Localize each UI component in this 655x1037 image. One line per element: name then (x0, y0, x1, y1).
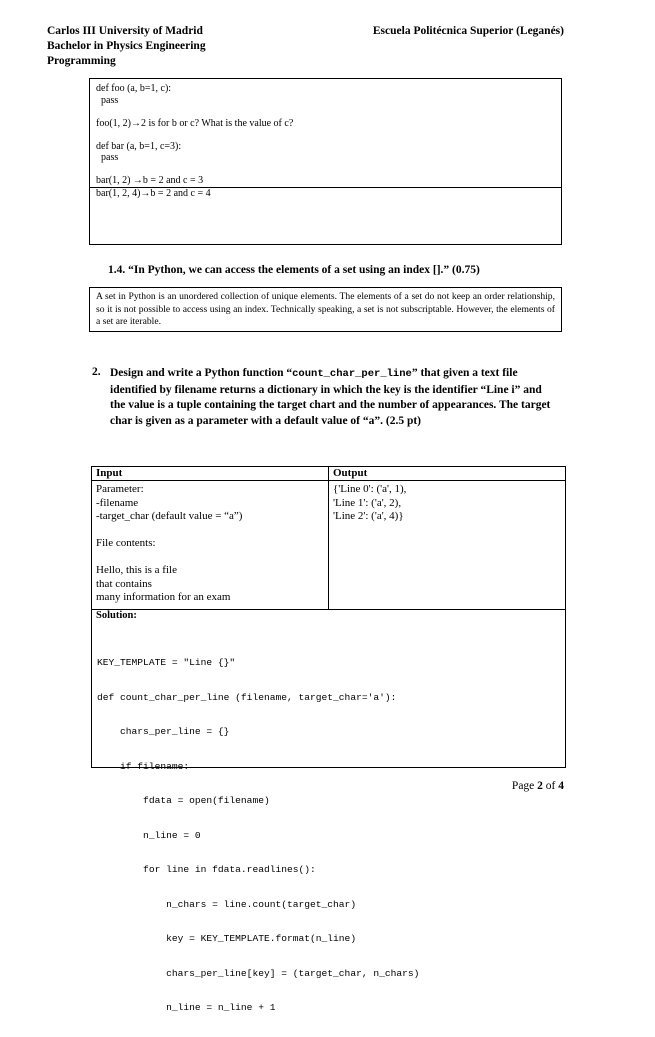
degree-name: Bachelor in Physics Engineering (47, 40, 206, 52)
code-line: key = KEY_TEMPLATE.format(n_line) (97, 933, 357, 944)
output-line: 'Line 2': ('a', 4)} (333, 510, 404, 522)
answer-line (96, 164, 555, 176)
header-divider (92, 480, 565, 481)
input-line: File contents: (96, 537, 156, 549)
solution-code (97, 634, 419, 1037)
header-left (47, 24, 206, 69)
code-line: if filename: (97, 760, 190, 772)
answer-line: pass (96, 152, 119, 163)
answer-line: def foo (a, b=1, c): (96, 83, 172, 94)
code-line: fdata = open(filename) (97, 795, 270, 806)
page-number (512, 780, 564, 792)
input-line: Parameter: (96, 483, 144, 495)
page-of: of (542, 780, 559, 792)
code-line: n_chars = line.count(target_char) (97, 898, 357, 910)
input-cell (96, 483, 242, 605)
output-header: Output (333, 467, 368, 479)
code-line: KEY_TEMPLATE = "Line {}" (97, 657, 236, 668)
function-name: count_char_per_line (292, 368, 412, 380)
question-1-4: 1.4. “In Python, we can access the elements of a set using an index [].” (0.75) (108, 264, 480, 276)
output-line: {'Line 0': ('a', 1), (333, 483, 407, 495)
input-line: Hello, this is a file (96, 564, 177, 576)
total-pages: 4 (558, 780, 564, 792)
code-line: chars_per_line[key] = (target_char, n_chars) (97, 967, 420, 979)
solution-label: Solution: (96, 610, 137, 621)
input-header: Input (96, 467, 123, 479)
solution-divider (92, 609, 565, 610)
code-line: for line in fdata.readlines(): (97, 864, 316, 875)
code-line: def count_char_per_line (filename, target_char='a'): (97, 691, 397, 703)
answer-line (96, 129, 555, 141)
university-name: Carlos III University of Madrid (47, 25, 203, 37)
code-line: n_line = 0 (97, 829, 201, 841)
current-page: 2 (537, 780, 543, 792)
answer-box-1-3 (89, 78, 562, 245)
page-prefix: Page (511, 780, 538, 792)
output-line: 'Line 1': ('a', 2), (333, 496, 402, 509)
input-line: -filename (96, 496, 139, 509)
answer-box-1-4: A set in Python is an unordered collection of unique elements. The elements of a set do not keep an order relationship, so it is not possible to access using an index. Technically speaking, a set is not subscriptable. However, the elements of a set are iterable. (89, 287, 562, 332)
answer-line: bar(1, 2, 4)→b = 2 and c = 4 (90, 187, 561, 200)
input-line: -target_char (default value = “a”) (96, 510, 243, 522)
question-2-post: ” that given a text file identified by filename returns a dictionary in which the key is the identifier “Line i” and the value is a tuple containing the target chart and the number of appearances. The target char is given as a parameter with a default value of “a”. (2.5 pt) (110, 367, 551, 427)
input-line (96, 524, 242, 538)
question-2-pre: Design and write a Python function “ (110, 367, 293, 379)
answer-line: bar(1, 2) →b = 2 and c = 3 (96, 175, 204, 186)
answer-line (96, 106, 555, 118)
course-name: Programming (47, 55, 116, 67)
code-line: chars_per_line = {} (97, 726, 230, 737)
column-divider (328, 467, 329, 609)
answer-line: foo(1, 2)→2 is for b or c? What is the value of c? (96, 117, 294, 129)
school-name: Escuela Politécnica Superior (Leganés) (372, 25, 564, 37)
answer-line: def bar (a, b=1, c=3): (96, 140, 182, 152)
question-2 (110, 366, 555, 429)
input-line: that contains (96, 577, 152, 590)
input-line (96, 551, 242, 565)
input-line: many information for an exam (96, 591, 231, 603)
answer-line: pass (96, 94, 119, 106)
code-line: n_line = n_line + 1 (97, 1002, 276, 1013)
question-2-number: 2. (92, 366, 101, 378)
output-cell (333, 483, 406, 524)
